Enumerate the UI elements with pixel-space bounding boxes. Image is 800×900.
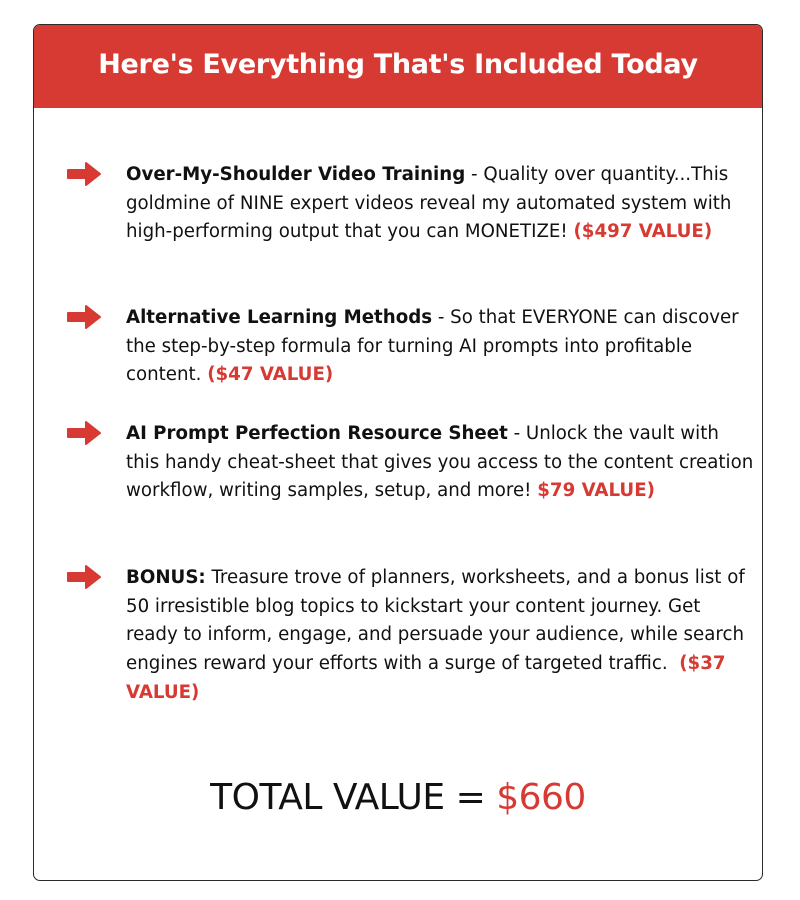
item-value: ($47 VALUE)	[207, 364, 334, 386]
total-amount: $660	[496, 777, 586, 818]
item-title: Alternative Learning Methods	[126, 307, 433, 328]
item-description: - Quality over quantity...This goldmine of NINE expert videos reveal my automated system with high-performing output that you can MONETIZE!	[126, 164, 732, 243]
item-value: ($497 VALUE)	[573, 221, 713, 243]
arrow-right-icon	[66, 420, 102, 446]
item-value: $79 VALUE)	[537, 480, 655, 502]
arrow-right-icon	[66, 304, 102, 330]
item-description: - So that EVERYONE can discover the step-by-step formula for turning AI prompts into profitable content.	[126, 307, 739, 386]
item-title: Over-My-Shoulder Video Training	[126, 164, 466, 185]
offer-card	[33, 24, 763, 881]
item-text	[126, 304, 756, 390]
arrow-right-icon	[66, 161, 102, 187]
item-title: BONUS:	[126, 567, 206, 588]
item-title: AI Prompt Perfection Resource Sheet	[126, 423, 508, 444]
arrow-right-icon	[66, 564, 102, 590]
item-description: - Unlock the vault with this handy cheat-sheet that gives you access to the content creation workflow, writing samples, setup, and more!	[126, 423, 754, 502]
card-title: Here's Everything That's Included Today	[98, 49, 698, 80]
item-value: ($37 VALUE)	[126, 653, 726, 703]
total-label: TOTAL VALUE =	[210, 777, 497, 818]
card-header	[34, 25, 762, 108]
total-value	[34, 777, 762, 818]
item-text	[126, 564, 756, 708]
item-text	[126, 161, 756, 247]
item-description: Treasure trove of planners, worksheets, and a bonus list of 50 irresistible blog topics to kickstart your content journey. Get ready to inform, engage, and persuade your audience, while search engines reward your efforts with a surge of targeted traffic.	[126, 567, 745, 675]
item-text	[126, 420, 756, 506]
